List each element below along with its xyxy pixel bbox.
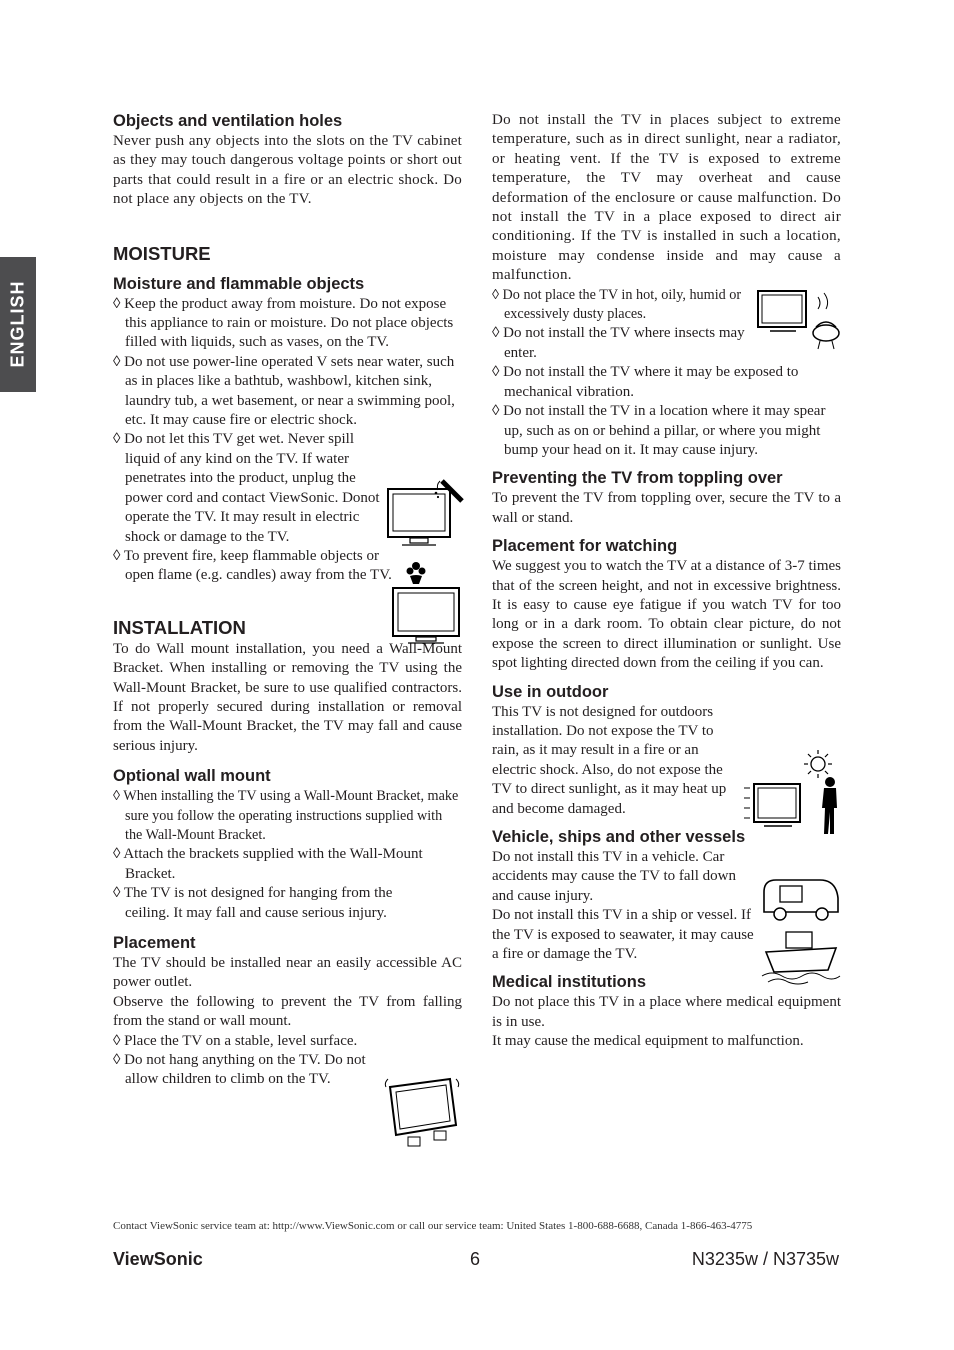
- medical-paragraph: It may cause the medical equipment to malfunction.: [492, 1033, 804, 1050]
- temperature-paragraph: Do not install the TV in places subject to extreme temperature, such as in direct sunlight, near a radiator, or heating vent. If the TV is exposed to extreme temperature, the TV may overheat and cause deformation of the enclosure or cause malfunction. Do not install the TV in a place exposed to direct air conditioning. If the TV is installed in such a location, moisture may condense inside and may cause a malfunction.: [492, 112, 841, 284]
- watching-heading: Placement for watching: [492, 537, 678, 556]
- footer-contact: Contact ViewSonic service team at: http://www.ViewSonic.com or call our service team: United States 1-800-688-6688, Canada 1-866-463-4775: [113, 1220, 753, 1232]
- moisture-item: ◊ Do not use power-line operated V sets near water, such as in places like a bathtub, washbowl, kitchen sink, laundry tub, a wet basement, or near a swimming pool, etc. It may cause fire or electric shock.: [113, 353, 455, 429]
- placement-item: ◊ Place the TV on a stable, level surface.: [113, 1032, 358, 1049]
- objects-heading: Objects and ventilation holes: [113, 112, 343, 130]
- toppling-paragraph: To prevent the TV from toppling over, secure the TV to a wall or stand.: [492, 490, 841, 526]
- tv-on-stand-illustration: [384, 1073, 466, 1153]
- ship-illustration: [760, 926, 842, 986]
- temperature-item: ◊ Do not install the TV where it may be exposed to mechanical vibration.: [492, 364, 799, 400]
- language-tab: [0, 257, 36, 392]
- tv-hot-humid-place-illustration: [756, 287, 842, 353]
- placement-paragraph: Observe the following to prevent the TV from falling from the stand or wall mount.: [113, 993, 462, 1030]
- moisture-heading: MOISTURE: [113, 242, 211, 264]
- installation-paragraph: To do Wall mount installation, you need a Wall-Mount Bracket. When installing or removing the TV using the Wall-Mount Bracket, be sure to use qualified contractors. If not properly secured during installation or removal from the Wall-Mount Bracket, the TV may fall and cause serious injury.: [113, 640, 462, 754]
- moisture-item: ◊ Do not let this TV get wet. Never spill liquid of any kind on the TV. If water penetrates into the product, unplug the power cord and contact ViewSonic. Donot operate the TV. It may result in electric shock or damage to the TV.: [113, 431, 380, 545]
- wall-mount-heading: Optional wall mount: [113, 767, 271, 786]
- tv-outdoor-sunlight-illustration: [740, 748, 842, 838]
- placement-paragraph: The TV should be installed near an easily accessible AC power outlet.: [113, 955, 462, 991]
- wall-mount-item: ◊ The TV is not designed for hanging from the ceiling. It may fall and cause serious injury.: [113, 885, 393, 921]
- toppling-heading: Preventing the TV from toppling over: [492, 469, 783, 488]
- outdoor-heading: Use in outdoor: [492, 682, 609, 701]
- car-illustration: [760, 874, 842, 924]
- moisture-subheading: Moisture and flammable objects: [113, 274, 365, 293]
- language-tab-label: ENGLISH: [7, 280, 28, 368]
- temperature-item: ◊ Do not install the TV in a location where it may spear up, such as on or behind a pillar, or where you might bump your head on it. It may cause injury.: [492, 403, 826, 458]
- installation-heading: INSTALLATION: [113, 616, 246, 638]
- outdoor-paragraph: This TV is not designed for outdoors installation. Do not expose the TV to rain, as it may result in a fire or an electric shock. Also, do not expose the TV to direct sunlight, as it may heat up and become damaged.: [492, 703, 727, 817]
- watching-paragraph: We suggest you to watch the TV at a distance of 3-7 times that of the screen height, and not in excessive brightness. It is easy to cause eye fatigue if you watch TV for too long or in a dark room. To obtain clear picture, do not expose the screen to direct illumination or sunlight. Use spot lighting directed down from the ceiling if you can.: [492, 558, 841, 672]
- tv-liquid-spill-illustration: [382, 475, 466, 550]
- vehicle-paragraph: Do not install this TV in a ship or vessel. If the TV is exposed to seawater, it may cause a fire or damage the TV.: [492, 907, 754, 963]
- vehicle-paragraph: Do not install this TV in a vehicle. Car accidents may cause the TV to fall down and cause injury.: [492, 849, 736, 904]
- page-number: 6: [470, 1249, 481, 1269]
- vehicle-heading: Vehicle, ships and other vessels: [492, 828, 746, 846]
- footer-brand: ViewSonic: [113, 1249, 203, 1269]
- placement-item: ◊ Do not hang anything on the TV. Do not allow children to climb on the TV.: [113, 1052, 366, 1088]
- objects-paragraph: Never push any objects into the slots on the TV cabinet as they may touch dangerous voltage points or short out parts that could result in a fire or an electric shock. Do not place any objects on the TV.: [113, 133, 462, 208]
- tv-flower-vase-illustration: [386, 560, 466, 645]
- medical-paragraph: Do not place this TV in a place where medical equipment is in use.: [492, 994, 841, 1030]
- wall-mount-item: ◊ Attach the brackets supplied with the Wall-Mount Bracket.: [113, 846, 423, 882]
- placement-heading: Placement: [113, 934, 196, 952]
- wall-mount-item: ◊ When installing the TV using a Wall-Mount Bracket, make sure you follow the operating instructions supplied with the Wall-Mount Bracket.: [113, 788, 459, 843]
- temperature-item: ◊ Do not install the TV where insects may enter.: [492, 325, 745, 361]
- temperature-item: ◊ Do not place the TV in hot, oily, humid or excessively dusty places.: [492, 286, 742, 323]
- medical-heading: Medical institutions: [492, 973, 647, 992]
- model-number: N3235w / N3735w: [691, 1249, 839, 1269]
- moisture-item: ◊ To prevent fire, keep flammable objects or open flame (e.g. candles) away from the TV.: [113, 547, 392, 584]
- moisture-item: ◊ Keep the product away from moisture. Do not expose this appliance to rain or moisture. Do not place objects filled with liquids, such as vases, on the TV.: [113, 295, 454, 351]
